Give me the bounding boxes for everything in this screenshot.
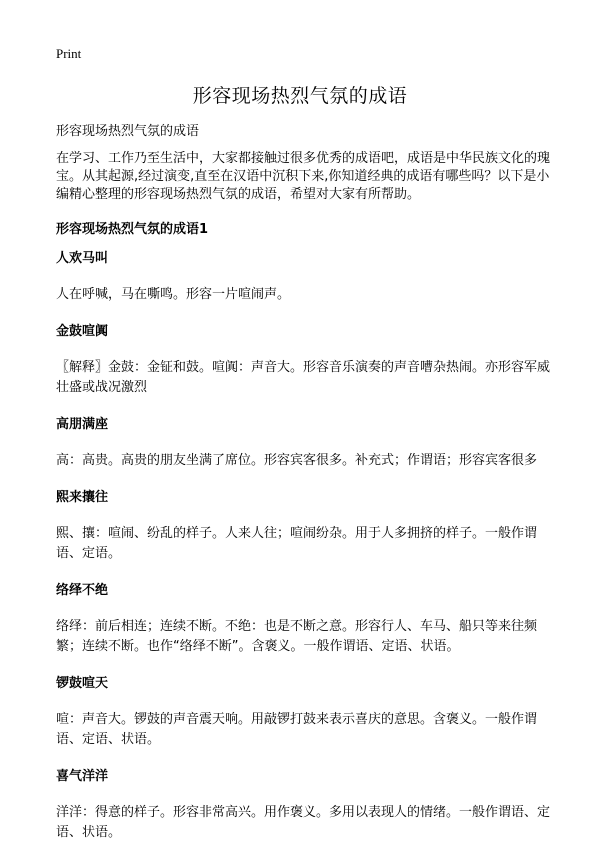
idiom-item-2 [56,323,556,398]
page-title: 形容现场热烈气氛的成语 [192,85,408,107]
idiom-item-5 [56,582,556,657]
idiom-title: 熙来攘往 [56,490,109,505]
idiom-item-1 [56,250,556,305]
idiom-item-6 [56,675,556,750]
print-link[interactable]: Print [56,46,82,61]
intro-paragraph: 在学习、工作乃至生活中，大家都接触过很多优秀的成语吧，成语是中华民族文化的瑰宝。从其起源,经过演变,直至在汉语中沉积下来,你知道经典的成语有哪些吗？以下是小编精心整理的形容现场热烈气氛的成语，希望对大家有所帮助。 [56,151,551,202]
idiom-description: 洋洋：得意的样子。形容非常高兴。用作褒义。多用以表现人的情绪。一般作谓语、定语、状语。 [56,805,551,840]
document-subtitle: 形容现场热烈气氛的成语 [56,124,200,139]
idiom-title: 金鼓喧阗 [56,324,109,339]
idiom-title: 锣鼓喧天 [56,676,109,691]
idiom-description: 高：高贵。高贵的朋友坐满了席位。形容宾客很多。补充式；作谓语；形容宾客很多 [56,453,538,468]
section-heading: 形容现场热烈气氛的成语1 [56,222,209,237]
idiom-description: 喧：声音大。锣鼓的声音震天响。用敲锣打鼓来表示喜庆的意思。含褒义。一般作谓语、定语、状语。 [56,712,538,747]
idiom-title: 人欢马叫 [56,251,109,266]
idiom-item-7 [56,768,556,843]
idiom-title: 喜气洋洋 [56,769,109,784]
idiom-description: 络绎：前后相连；连续不断。不绝：也是不断之意。形容行人、车马、船只等来往频繁；连续不断。也作“络绎不断”。含褒义。一般作谓语、定语、状语。 [56,619,538,654]
idiom-list [56,250,556,861]
idiom-description: 〖解释〗金鼓：金钲和鼓。喧阗：声音大。形容音乐演奏的声音嘈杂热闹。亦形容军威壮盛或战况激烈 [56,360,551,395]
idiom-description: 人在呼喊，马在嘶鸣。形容一片喧闹声。 [56,287,291,302]
idiom-description: 熙、攘：喧闹、纷乱的样子。人来人往；喧闹纷杂。用于人多拥挤的样子。一般作谓语、定语。 [56,526,538,561]
idiom-title: 高朋满座 [56,417,109,432]
idiom-title: 络绎不绝 [56,583,109,598]
idiom-item-3 [56,416,556,471]
idiom-item-4 [56,489,556,564]
